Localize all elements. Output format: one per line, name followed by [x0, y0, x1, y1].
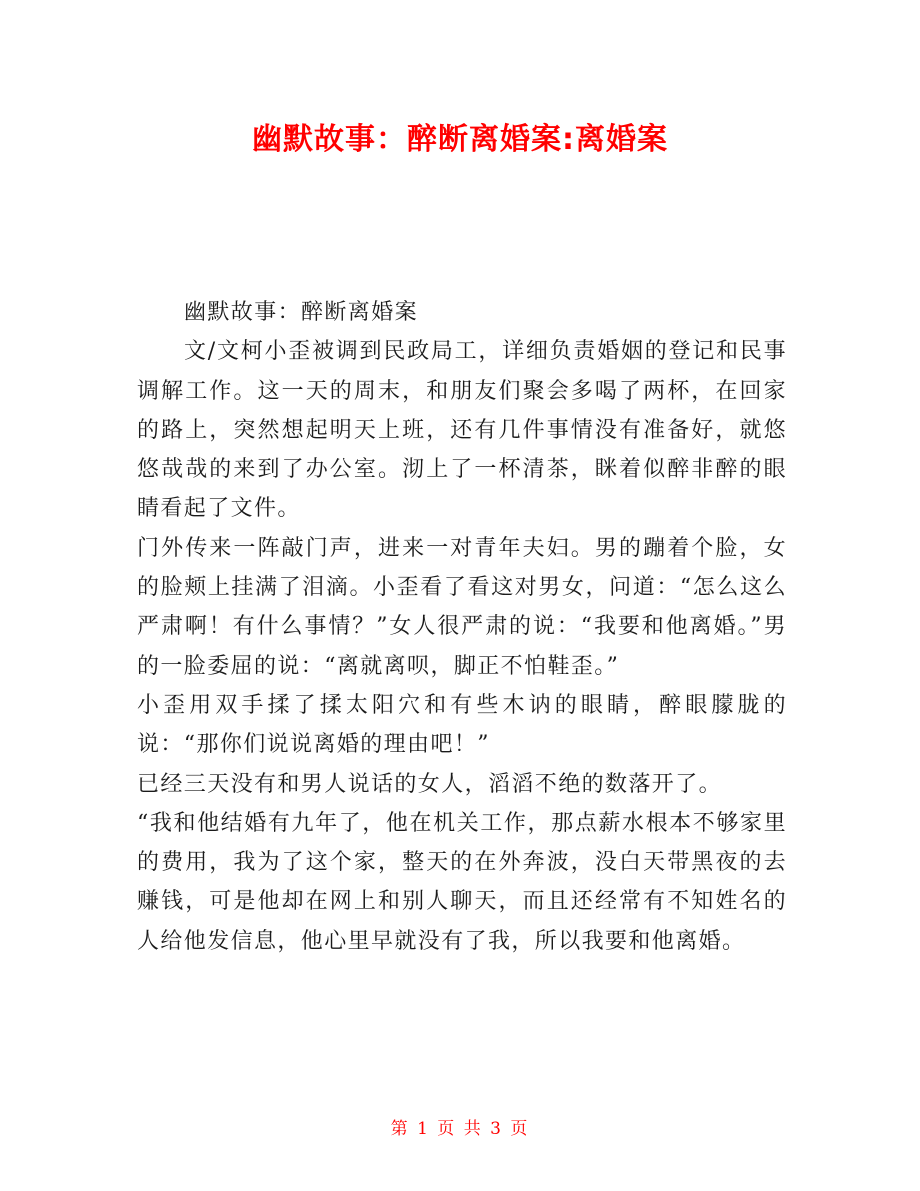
document-body [137, 293, 787, 961]
paragraph-intro: 文/文柯小歪被调到民政局工，详细负责婚姻的登记和民事调解工作。这一天的周末，和朋友们聚会多喝了两杯，在回家的路上，突然想起明天上班，还有几件事情没有准备好，就悠悠哉哉的来到了办公室。沏上了一杯清茶，眯着似醉非醉的眼睛看起了文件。 [137, 339, 787, 522]
page-number-footer: 第 1 页 共 3 页 [390, 1119, 530, 1139]
paragraph-question: 小歪用双手揉了揉太阳穴和有些木讷的眼睛，醉眼朦胧的说：“那你们说说离婚的理由吧！” [137, 692, 787, 758]
paragraph-knock: 门外传来一阵敲门声，进来一对青年夫妇。男的蹦着个脸，女的脸颊上挂满了泪滴。小歪看了看这对男女，问道：“怎么这么严肃啊！有什么事情？”女人很严肃的说：“我要和他离婚。”男的一脸委屈的说：“离就离呗，脚正不怕鞋歪。” [137, 535, 787, 679]
document-title: 幽默故事：醉断离婚案:离婚案 [252, 122, 668, 157]
paragraph-woman-speaks: 已经三天没有和男人说话的女人，滔滔不绝的数落开了。 [137, 771, 723, 797]
paragraph-woman-reason: “我和他结婚有九年了，他在机关工作，那点薪水根本不够家里的费用，我为了这个家，整天的在外奔波，没白天带黑夜的去赚钱，可是他却在网上和别人聊天，而且还经常有不知姓名的人给他发信息，他心里早就没有了我，所以我要和他离婚。 [137, 810, 787, 954]
paragraph-subtitle: 幽默故事：醉断离婚案 [184, 300, 419, 325]
